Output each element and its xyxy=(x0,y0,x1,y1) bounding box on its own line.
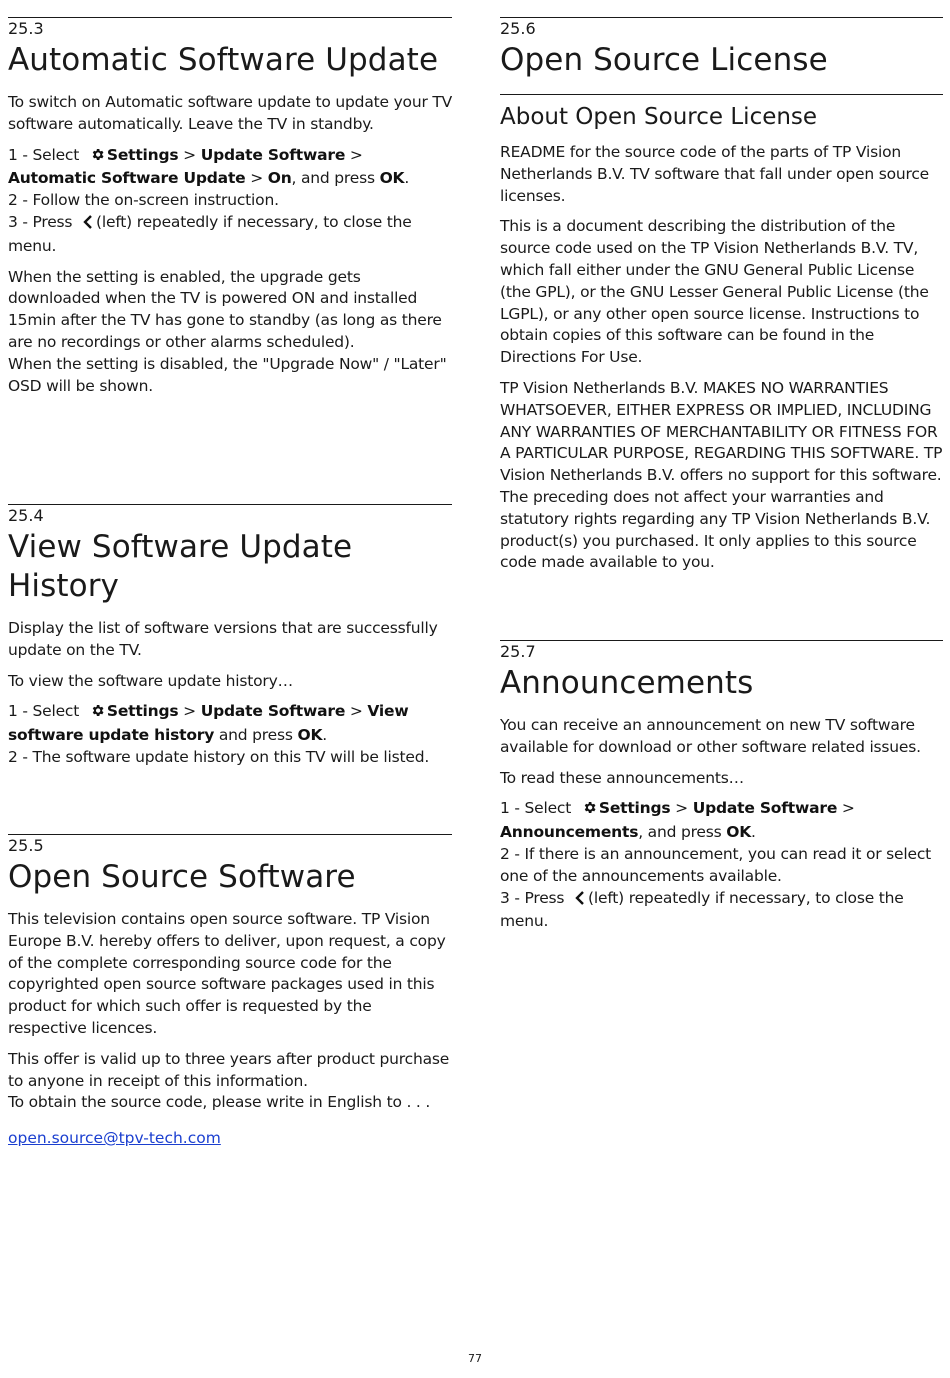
menu-update-software: Update Software xyxy=(200,702,346,721)
intro-text: Display the list of software versions that are successfully update on the TV. xyxy=(8,619,438,659)
enabled-text: When the setting is enabled, the upgrade gets downloaded when the TV is powered ON and installed 15min after the TV has gone to standby (as long as there are no recordings or other alarms scheduled). xyxy=(8,267,442,351)
step-2: 2 - The software update history on this TV will be listed. xyxy=(8,747,430,766)
section-number: 25.3 xyxy=(8,19,44,38)
section-25-7 xyxy=(500,640,943,942)
section-25-4 xyxy=(8,504,452,778)
section-25-3 xyxy=(8,17,452,397)
steps-list xyxy=(8,701,452,768)
gear-icon xyxy=(90,147,105,169)
step-2: 2 - If there is an announcement, you can read it or select one of the announcements available. xyxy=(500,844,932,885)
back-arrow-icon xyxy=(575,890,585,912)
paragraph-1: README for the source code of the parts of TP Vision Netherlands B.V. TV software that fall under open source licenses. xyxy=(500,143,930,205)
section-divider xyxy=(500,17,943,18)
paragraph-3: To obtain the source code, please write in English to . . . xyxy=(8,1093,431,1112)
paragraph-1: This television contains open source software. TP Vision Europe B.V. hereby offers to deliver, upon request, a copy of the complete corresponding source code for the copyrighted open source software packages used in this product for which such offer is requested by the respective licences. xyxy=(8,910,446,1037)
section-title: Automatic Software Update xyxy=(8,42,439,78)
menu-announcements: Announcements xyxy=(500,823,639,842)
step-2: 2 - Follow the on-screen instruction. xyxy=(8,191,279,210)
section-title: Announcements xyxy=(500,665,754,701)
menu-update-software: Update Software xyxy=(200,145,346,164)
steps-list xyxy=(8,145,452,258)
disabled-text: When the setting is disabled, the "Upgrade Now" / "Later" OSD will be shown. xyxy=(8,354,447,395)
to-read-text: To read these announcements… xyxy=(500,768,744,787)
ok-key: OK xyxy=(726,823,752,842)
menu-view-history: View software update history xyxy=(8,702,409,745)
steps-list xyxy=(500,798,943,933)
page-number: 77 xyxy=(468,1352,482,1365)
step-3: 3 - Press (left) repeatedly if necessary, to close the menu. xyxy=(500,888,904,931)
section-number: 25.5 xyxy=(8,836,44,855)
section-divider xyxy=(8,17,452,18)
section-title: View Software Update History xyxy=(8,529,353,604)
section-divider xyxy=(8,504,452,505)
section-number: 25.6 xyxy=(500,19,536,38)
intro-text: You can receive an announcement on new TV software available for download or other software related issues. xyxy=(500,716,921,756)
ok-key: OK xyxy=(379,169,405,188)
section-title: Open Source License xyxy=(500,42,828,78)
section-divider xyxy=(500,640,943,641)
section-number: 25.7 xyxy=(500,642,536,661)
menu-settings: Settings xyxy=(106,145,179,164)
section-divider xyxy=(8,834,452,835)
paragraph-3: TP Vision Netherlands B.V. MAKES NO WARRANTIES WHATSOEVER, EITHER EXPRESS OR IMPLIED, INCLUDING ANY WARRANTIES OF MERCHANTABILITY OR FITNESS FOR A PARTICULAR PURPOSE, REGARDING THIS SOFTWARE. TP Vision Netherlands B.V. offers no support for this software. The preceding does not affect your warranties and statutory rights regarding any TP Vision Netherlands B.V. product(s) you purchased. It only applies to this source code made available to you. xyxy=(500,378,943,572)
gear-icon xyxy=(90,703,105,725)
section-25-5 xyxy=(8,834,452,1147)
ok-key: OK xyxy=(297,726,323,745)
paragraph-2: This offer is valid up to three years after product purchase to anyone in receipt of this information. xyxy=(8,1049,450,1090)
section-25-6 xyxy=(500,17,943,583)
menu-on: On xyxy=(267,169,292,188)
step-1: 1 - Select Settings > Update Software > Automatic Software Update > On, and press OK. xyxy=(8,145,410,188)
step-1: 1 - Select Settings > Update Software > View software update history and press OK. xyxy=(8,702,409,745)
to-view-text: To view the software update history… xyxy=(8,671,293,690)
section-title: Open Source Software xyxy=(8,859,356,895)
section-number: 25.4 xyxy=(8,506,44,525)
menu-update-software: Update Software xyxy=(692,799,838,818)
email-link[interactable]: open.source@tpv-tech.com xyxy=(8,1129,221,1148)
gear-icon xyxy=(582,800,597,822)
back-arrow-icon xyxy=(83,214,93,236)
intro-text: To switch on Automatic software update to update your TV software automatically. Leave the TV in standby. xyxy=(8,93,453,133)
menu-settings: Settings xyxy=(106,702,179,721)
menu-auto-update: Automatic Software Update xyxy=(8,169,246,188)
menu-settings: Settings xyxy=(598,799,671,818)
paragraph-2: This is a document describing the distribution of the source code used on the TP Vision Netherlands B.V. TV, which fall either under the GNU General Public License (the GPL), or the GNU Lesser General Public License (the LGPL), or any other open source license. Instructions to obtain copies of this software can be found in the Directions For Use. xyxy=(500,217,929,367)
subsection-divider xyxy=(500,94,943,95)
step-3: 3 - Press (left) repeatedly if necessary, to close the menu. xyxy=(8,212,412,255)
left-column xyxy=(8,0,453,1148)
step-1: 1 - Select Settings > Update Software > Announcements, and press OK. xyxy=(500,799,855,842)
subsection-title: About Open Source License xyxy=(500,104,818,130)
